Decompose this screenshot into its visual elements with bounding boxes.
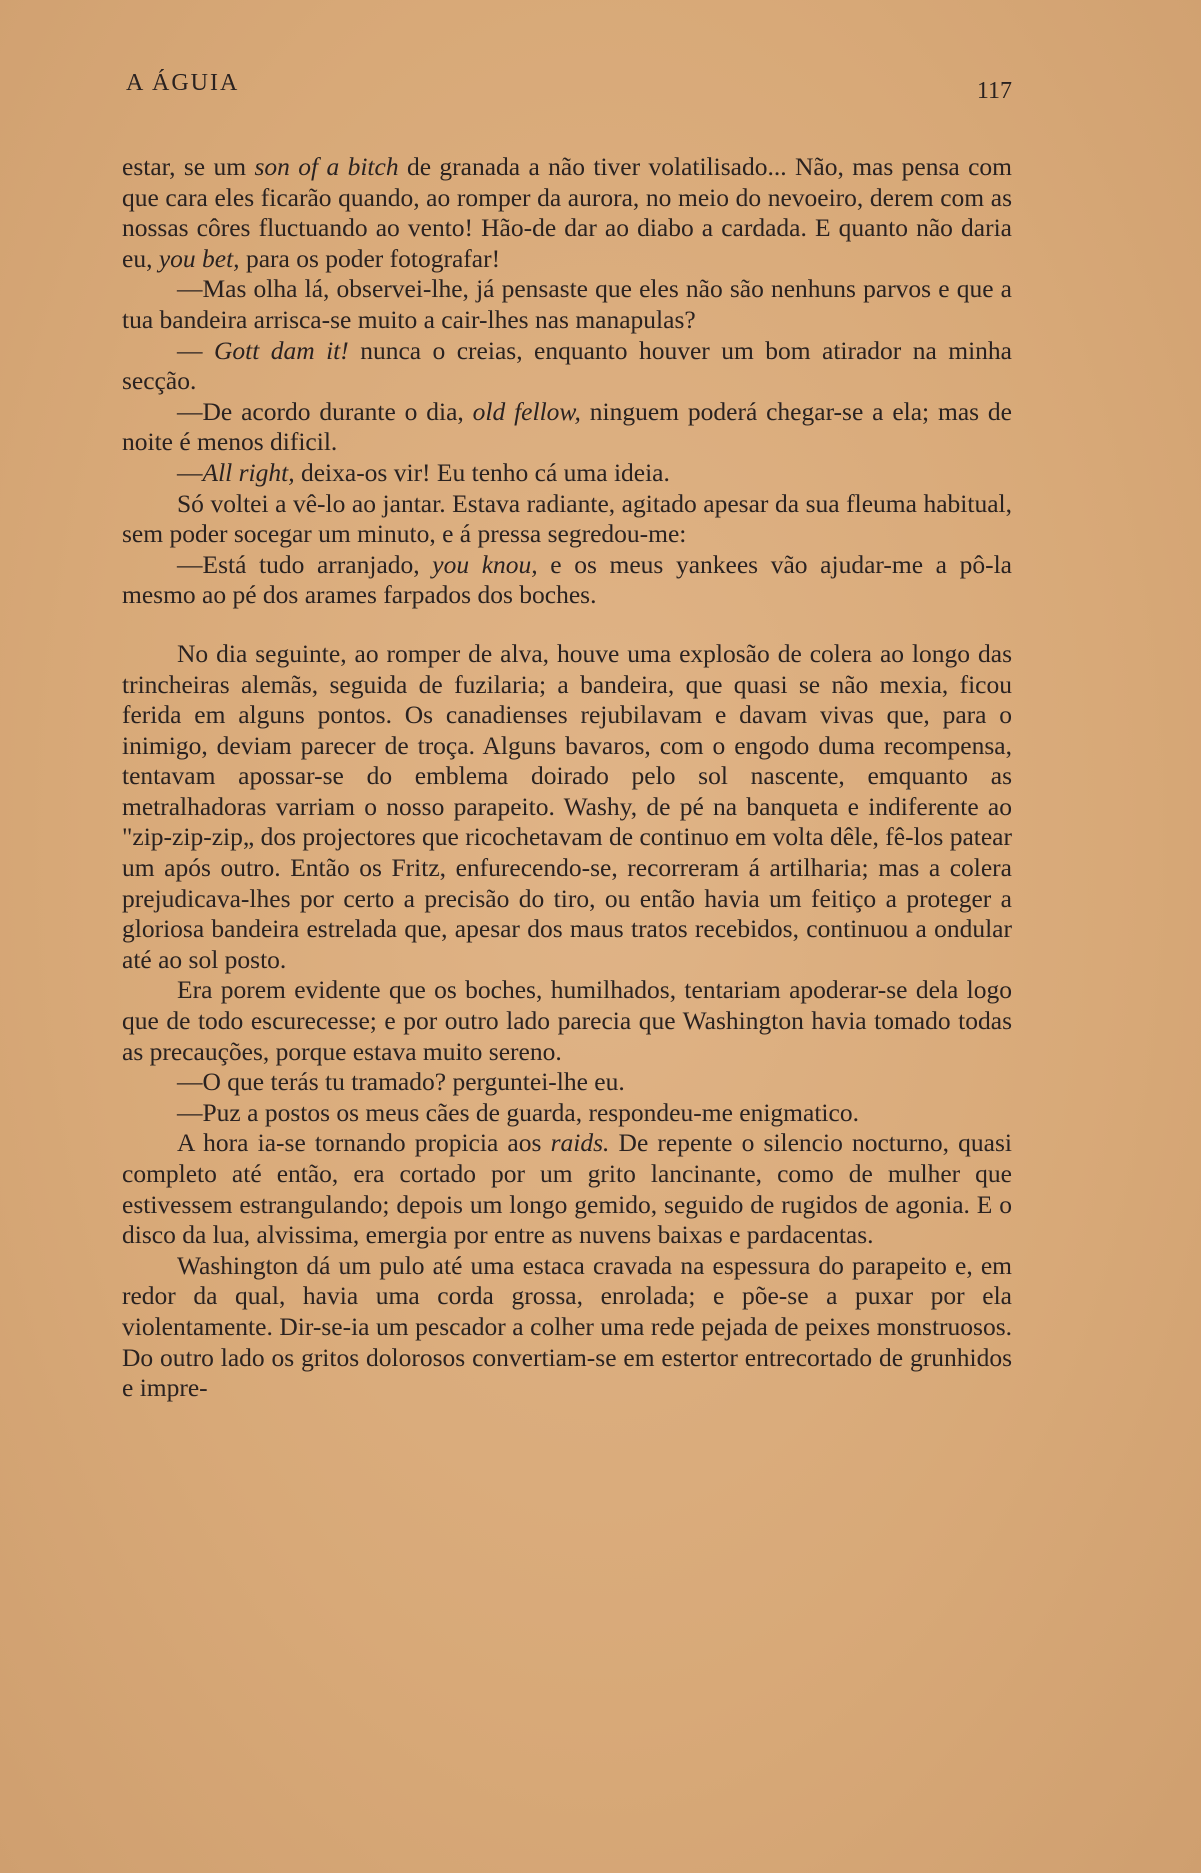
text-run: estar, se um <box>122 152 255 181</box>
text-run: —O que terás tu tramado? perguntei-lhe eu. <box>177 1067 625 1097</box>
page-number: 117 <box>976 78 1012 104</box>
text-run: deixa-os vir! Eu tenho cá uma ideia. <box>294 457 670 487</box>
text-run: —De acordo durante o dia, <box>177 396 473 426</box>
text-run: A hora ia-se tornando propicia aos <box>177 1128 551 1158</box>
paragraph-6 <box>122 489 1012 550</box>
text-run: De repente o silencio nocturno, quasi completo até então, era cortado por um grito lancinante, como de mulher que estivessem estrangulando; depois um longo gemido, seguido de rugidos de agonia. E o disco da lua, alvissima, emergia por entre as nuvens baixas e pardacentas. <box>122 1128 1012 1250</box>
paragraph-10 <box>122 1067 1012 1098</box>
text-run: de granada a não tiver volatilisado... Não, mas pensa com que cara eles ficarão quando, ao romper da aurora, no meio do nevoeiro, derem com as nossas côres fluctuando ao vento! Hão-de dar ao diabo a cardada. E quanto não daria eu, <box>122 152 1012 273</box>
text-run: —Puz a postos os meus cães de guarda, respondeu-me enigmatico. <box>177 1097 859 1127</box>
text-run: Era porem evidente que os boches, humilhados, tentariam apoderar-se dela logo que de todo escurecesse; e por outro lado parecia que Washington havia tomado todas as precauções, porque estava muito sereno. <box>122 975 1012 1066</box>
italic-run: son of a bitch <box>254 152 399 181</box>
text-run: nunca o creias, enquanto houver um bom atirador na minha secção. <box>122 335 1012 396</box>
page-header <box>122 70 1012 110</box>
italic-run: raids. <box>550 1128 610 1158</box>
text-run: Só voltei a vê-lo ao jantar. Estava radiante, agitado apesar da sua fleuma habitual, sem poder socegar um minuto, e á pressa segredou-me: <box>122 488 1012 549</box>
body-text <box>122 152 1012 1404</box>
paragraph-9 <box>122 975 1012 1067</box>
text-run: e os meus yankees vão ajudar-me a pô-la mesmo ao pé dos arames farpados dos boches. <box>122 549 1012 610</box>
paragraph-1 <box>122 152 1012 274</box>
paragraph-11 <box>122 1098 1012 1129</box>
text-run: — <box>177 335 214 365</box>
paragraph-4 <box>122 397 1012 458</box>
text-run: ninguem poderá chegar-se a ela; mas de noite é menos dificil. <box>122 396 1012 457</box>
paragraph-2 <box>122 274 1012 335</box>
text-run: para os poder fotografar! <box>239 243 501 273</box>
italic-run: old fellow, <box>472 396 581 426</box>
book-page <box>122 0 1012 1873</box>
paragraph-3 <box>122 336 1012 397</box>
paragraph-12 <box>122 1128 1012 1250</box>
italic-run: you knou, <box>432 549 538 579</box>
italic-run: All right, <box>202 457 295 487</box>
paragraph-13 <box>122 1251 1012 1404</box>
text-run: No dia seguinte, ao romper de alva, houve uma explosão de colera ao longo das trincheiras alemãs, seguida de fuzilaria; a bandeira, que quasi se não mexia, ficou ferida em alguns pontos. Os canadienses rejubilavam e davam vivas que, para o inimigo, deviam parecer de troça. Alguns bavaros, com o engodo duma recompensa, tentavam apossar-se do emblema doirado pelo sol nascente, emquanto as metralhadoras varriam o nosso parapeito. Washy, de pé na banqueta e indiferente ao "zip-zip-zip„ dos projectores que ricochetavam de continuo em volta dêle, fê-los patear um após outro. Então os Fritz, enfurecendo-se, recorreram á artilharia; mas a colera prejudicava-lhes por certo a precisão do tiro, ou então havia um feitiço a proteger a gloriosa bandeira estrelada que, apesar dos maus tratos recebidos, continuou a ondular até ao sol posto. <box>122 638 1012 974</box>
text-run: Washington dá um pulo até uma estaca cravada na espessura do parapeito e, em redor da qual, havia uma corda grossa, enrolada; e põe-se a puxar por ela violentamente. Dir-se-ia um pescador a colher uma rede pejada de peixes monstruosos. Do outro lado os gritos dolorosos convertiam-se em estertor entrecortado de grunhidos e impre- <box>122 1250 1012 1403</box>
text-run: —Mas olha lá, observei-lhe, já pensaste que eles não são nenhuns parvos e que a tua bandeira arrisca-se muito a cair-lhes nas manapulas? <box>122 274 1012 334</box>
paragraph-7 <box>122 550 1012 611</box>
paragraph-5 <box>122 458 1012 489</box>
italic-run: Gott dam it! <box>213 335 349 365</box>
running-head: A ÁGUIA <box>126 70 240 96</box>
italic-run: you bet, <box>158 243 240 273</box>
text-run: —Está tudo arranjado, <box>177 549 433 579</box>
paragraph-8 <box>122 639 1012 976</box>
text-run: — <box>177 457 203 487</box>
